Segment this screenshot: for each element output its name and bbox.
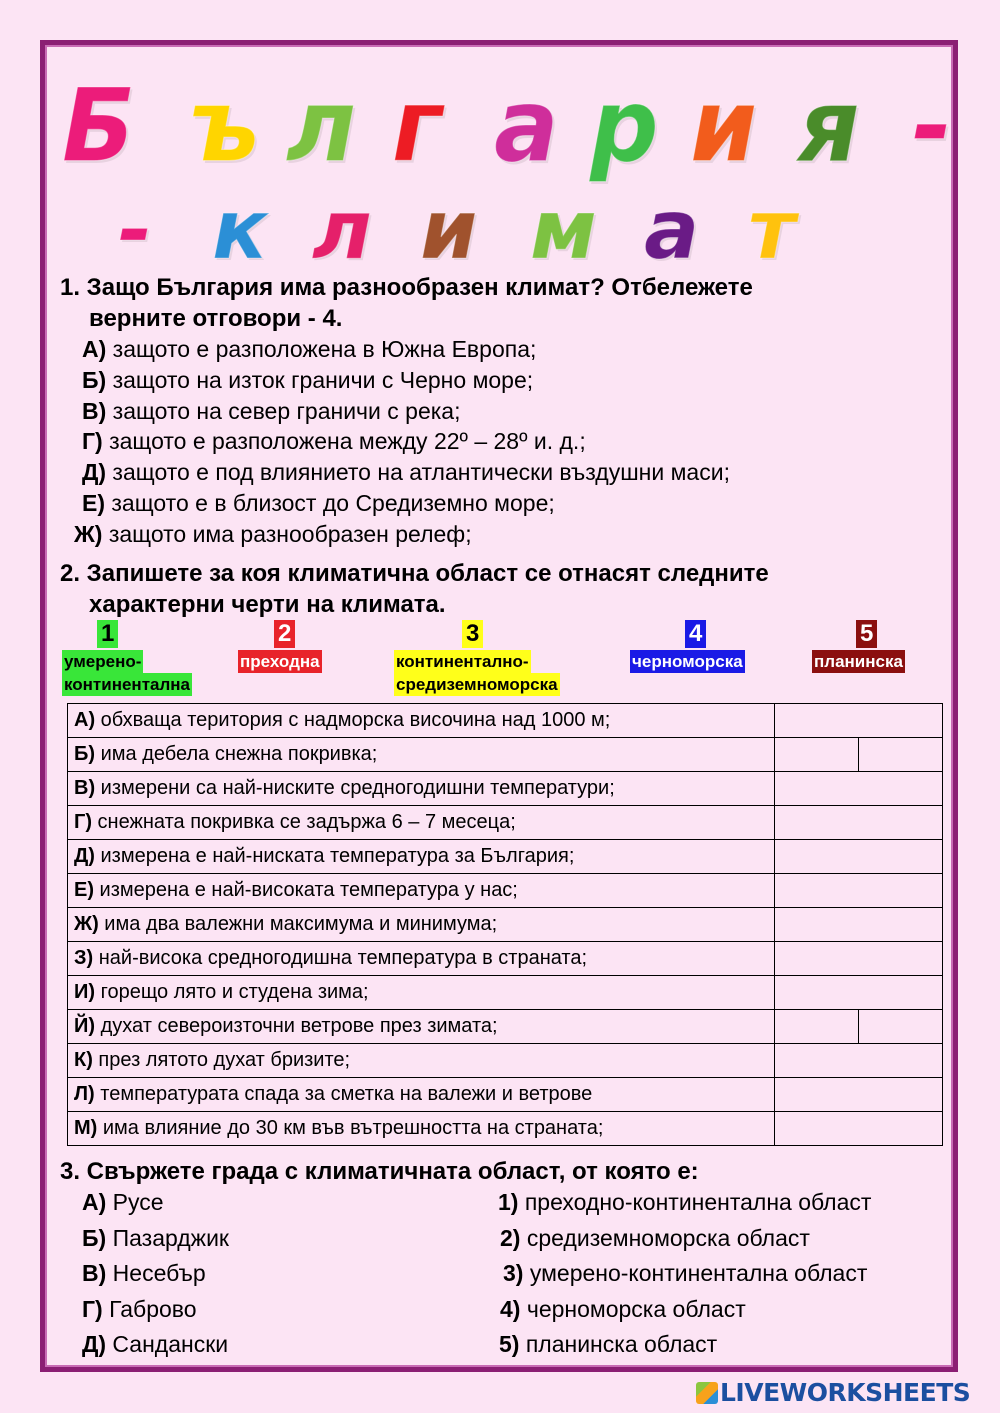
answer-cell[interactable] xyxy=(775,840,943,874)
row-key: Л) xyxy=(74,1083,95,1105)
characteristic-text xyxy=(68,1112,775,1146)
row-key: Г) xyxy=(74,811,92,833)
characteristic-text xyxy=(68,738,775,772)
city-key: В) xyxy=(82,1260,107,1286)
region-item[interactable] xyxy=(500,1296,746,1323)
q2-heading-line2: характерни черти на климата. xyxy=(89,591,446,618)
title-letter: м xyxy=(530,183,598,278)
title-letter: и xyxy=(420,183,478,278)
table-row xyxy=(68,1078,943,1112)
row-key: В) xyxy=(74,777,96,799)
option-key: А) xyxy=(82,336,107,362)
characteristic-text xyxy=(68,942,775,976)
option-text: защото на изток граничи с Черно море; xyxy=(106,366,534,393)
zone-label-line: умерено- xyxy=(64,652,142,671)
region-name: преходно-континентална област xyxy=(518,1189,872,1215)
option-text: защото е разположена между 22º – 28º и. д.; xyxy=(102,428,586,455)
region-name: планинска област xyxy=(519,1331,718,1357)
zone-label xyxy=(236,650,324,673)
table-row xyxy=(68,772,943,806)
region-item[interactable] xyxy=(498,1189,871,1216)
title-letter: л xyxy=(286,67,357,185)
row-text: снежната покривка се задържа 6 – 7 месеца; xyxy=(92,811,516,833)
title-letter: - xyxy=(118,183,153,278)
q1-answer-option[interactable] xyxy=(82,490,555,517)
title-letter: а xyxy=(644,183,700,278)
option-key: Ж) xyxy=(74,520,103,547)
table-row xyxy=(68,1112,943,1146)
answer-box[interactable] xyxy=(775,738,859,771)
q1-answer-option[interactable] xyxy=(82,428,586,455)
characteristic-text xyxy=(68,908,775,942)
title-letter: - xyxy=(912,67,952,185)
city-item[interactable] xyxy=(82,1296,197,1323)
answer-cell[interactable] xyxy=(775,942,943,976)
row-key: З) xyxy=(74,947,94,969)
row-text: най-висока средногодишна температура в страната; xyxy=(93,947,588,969)
option-text: защото е в близост до Средиземно море; xyxy=(105,490,555,516)
option-text: защото има разнообразен релеф; xyxy=(102,520,472,547)
q1-answer-option[interactable] xyxy=(74,521,472,548)
row-text: през лятото духат бризите; xyxy=(92,1049,351,1071)
title-letter: г xyxy=(392,67,443,185)
city-item[interactable] xyxy=(82,1189,164,1216)
answer-cell[interactable] xyxy=(775,1044,943,1078)
characteristic-text xyxy=(68,704,775,738)
zone-label-line: континентална xyxy=(64,675,191,694)
answer-cell[interactable] xyxy=(775,738,943,772)
row-text: измерена е най-ниската температура за България; xyxy=(94,845,575,867)
row-text: горещо лято и студена зима; xyxy=(95,981,369,1003)
row-key: И) xyxy=(74,981,96,1003)
row-key: А) xyxy=(74,709,96,731)
q2-heading-line1: 2. Запишете за коя климатична област се отнасят следните xyxy=(60,560,769,587)
answer-cell[interactable] xyxy=(775,1112,943,1146)
characteristic-text xyxy=(68,874,775,908)
q1-answer-option[interactable] xyxy=(82,459,730,486)
answer-cell[interactable] xyxy=(775,772,943,806)
q1-answer-option[interactable] xyxy=(82,367,533,394)
title-letter: а xyxy=(494,67,559,185)
zone-number: 5 xyxy=(856,620,877,648)
table-row xyxy=(68,1044,943,1078)
option-key: Д) xyxy=(82,459,107,486)
title-letter: к xyxy=(212,183,268,278)
option-key: В) xyxy=(82,397,107,424)
row-key: Д) xyxy=(74,845,95,867)
title-letter: ъ xyxy=(188,67,261,185)
row-text: има дебела снежна покривка; xyxy=(95,743,378,765)
characteristic-text xyxy=(68,772,775,806)
row-key: М) xyxy=(74,1117,98,1139)
answer-box[interactable] xyxy=(859,738,942,771)
table-row xyxy=(68,976,943,1010)
region-name: средиземноморска област xyxy=(520,1224,810,1251)
region-item[interactable] xyxy=(503,1260,867,1287)
title-letter: я xyxy=(798,67,860,185)
option-text: защото е под влиянието на атлантически въздушни маси; xyxy=(106,459,730,486)
region-name: умерено-континентална област xyxy=(523,1260,868,1286)
region-item[interactable] xyxy=(500,1225,810,1252)
table-row xyxy=(68,1010,943,1044)
answer-box[interactable] xyxy=(859,1010,942,1043)
answer-cell[interactable] xyxy=(775,1078,943,1112)
city-name: Несебър xyxy=(106,1260,206,1286)
row-text: обхваща територия с надморска височина над 1000 м; xyxy=(95,709,611,731)
table-row xyxy=(68,738,943,772)
table-row xyxy=(68,942,943,976)
row-key: Е) xyxy=(74,879,94,901)
characteristic-text xyxy=(68,840,775,874)
characteristic-text xyxy=(68,976,775,1010)
q1-answer-option[interactable] xyxy=(82,336,536,363)
zone-number: 2 xyxy=(274,620,295,648)
title-letter: Б xyxy=(62,67,136,185)
option-key: Б) xyxy=(82,366,107,393)
city-key: Б) xyxy=(82,1224,107,1251)
answer-cell[interactable] xyxy=(775,1010,943,1044)
title-climate xyxy=(0,0,1000,278)
row-text: духат североизточни ветрове през зимата; xyxy=(95,1015,498,1037)
city-item[interactable] xyxy=(82,1225,229,1252)
region-name: черноморска област xyxy=(520,1295,746,1322)
option-key: Е) xyxy=(82,490,105,516)
zone-number: 3 xyxy=(462,620,483,648)
city-name: Габрово xyxy=(102,1295,197,1322)
zone-label-line: континентално- xyxy=(396,652,529,671)
table-row xyxy=(68,874,943,908)
characteristic-text xyxy=(68,1010,775,1044)
characteristic-text xyxy=(68,1044,775,1078)
option-key: Г) xyxy=(82,428,103,455)
row-text: има два валежни максимума и минимума; xyxy=(98,913,498,935)
zone-label-line: средиземноморска xyxy=(396,675,558,694)
liveworksheets-logo: LIVEWORKSHEETS xyxy=(696,1378,970,1407)
answer-cell[interactable] xyxy=(775,976,943,1010)
city-name: Сандански xyxy=(106,1331,229,1357)
title-letter: и xyxy=(690,67,758,185)
zone-label xyxy=(392,650,562,696)
row-text: температурата спада за сметка на валежи и ветрове xyxy=(94,1083,593,1105)
answer-cell[interactable] xyxy=(775,874,943,908)
q1-heading-line2: верните отговори - 4. xyxy=(89,305,343,332)
row-key: Б) xyxy=(74,743,96,765)
city-item[interactable] xyxy=(82,1331,228,1358)
zone-label xyxy=(810,650,907,673)
city-name: Русе xyxy=(106,1189,164,1215)
region-key: 1) xyxy=(498,1189,519,1215)
row-text: измерени са най-ниските средногодишни температури; xyxy=(95,777,615,799)
table-row xyxy=(68,840,943,874)
answer-cell[interactable] xyxy=(775,908,943,942)
title-letter: т xyxy=(748,183,796,278)
characteristics-table xyxy=(67,703,943,1146)
row-key: Ж) xyxy=(74,913,99,935)
table-row xyxy=(68,908,943,942)
title-letter: л xyxy=(312,183,373,278)
row-key: Й) xyxy=(74,1015,96,1037)
answer-box[interactable] xyxy=(775,1010,859,1043)
region-key: 3) xyxy=(503,1260,524,1286)
region-item[interactable] xyxy=(499,1331,717,1358)
title-letter: р xyxy=(590,67,659,185)
q3-heading: 3. Свържете града с климатичната област, от която е: xyxy=(60,1158,699,1185)
zone-label xyxy=(60,650,194,696)
option-text: защото на север граничи с река; xyxy=(106,397,461,424)
zone-label-line: преходна xyxy=(240,652,320,671)
row-text: има влияние до 30 км във вътрешността на страната; xyxy=(97,1117,604,1139)
answer-cell[interactable] xyxy=(775,806,943,840)
city-name: Пазарджик xyxy=(106,1224,229,1251)
characteristic-text xyxy=(68,1078,775,1112)
logo-icon xyxy=(696,1382,718,1404)
region-key: 2) xyxy=(500,1224,521,1251)
row-key: К) xyxy=(74,1049,93,1071)
zone-number: 1 xyxy=(97,620,118,648)
region-key: 4) xyxy=(500,1295,521,1322)
q1-answer-option[interactable] xyxy=(82,398,461,425)
characteristic-text xyxy=(68,806,775,840)
city-key: А) xyxy=(82,1189,107,1215)
city-key: Г) xyxy=(82,1295,103,1322)
q1-heading-line1: 1. Защо България има разнообразен климат? Отбележете xyxy=(60,274,753,301)
answer-cell[interactable] xyxy=(775,704,943,738)
zone-label xyxy=(628,650,747,673)
table-row xyxy=(68,704,943,738)
option-text: защото е разположена в Южна Европа; xyxy=(106,336,537,362)
city-key: Д) xyxy=(82,1331,107,1357)
zone-label-line: планинска xyxy=(814,652,903,671)
row-text: измерена е най-високата температура у нас; xyxy=(94,879,518,901)
region-key: 5) xyxy=(499,1331,520,1357)
table-row xyxy=(68,806,943,840)
zone-number: 4 xyxy=(685,620,706,648)
city-item[interactable] xyxy=(82,1260,206,1287)
zone-label-line: черноморска xyxy=(632,652,743,671)
